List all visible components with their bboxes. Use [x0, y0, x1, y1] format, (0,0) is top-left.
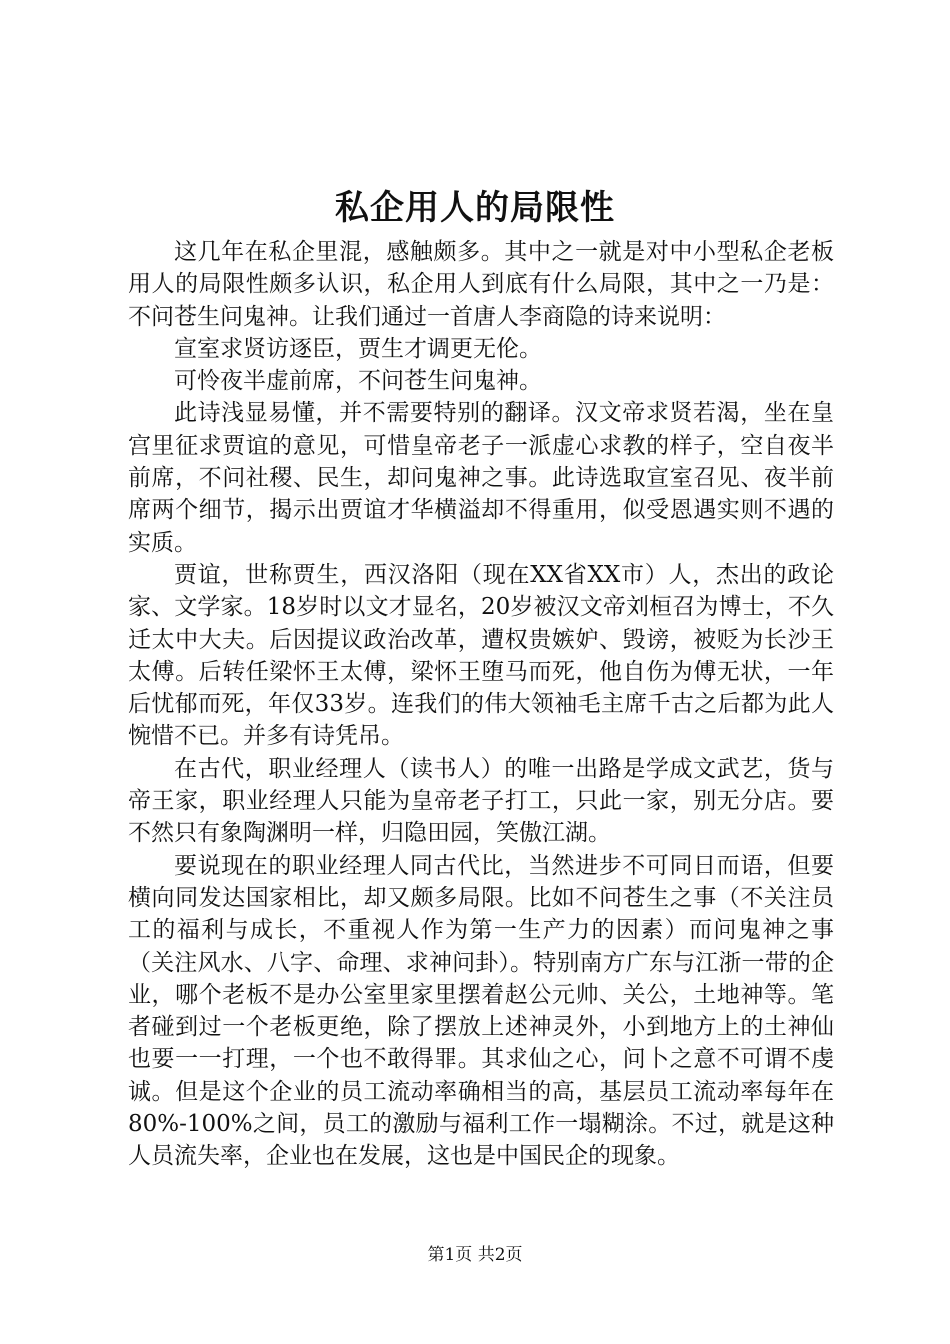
page-footer: 第1页 共2页 — [427, 1245, 523, 1265]
paragraph-poem-explanation: 此诗浅显易懂，并不需要特别的翻译。汉文帝求贤若渴，坐在皇宫里征求贾谊的意见，可惜皇帝老子一派虚心求教的样子，空自夜半前席，不问社稷、民生，却问鬼神之事。此诗选取宣室召见、夜半前席两个细节，揭示出贾谊才华横溢却不得重用，似受恩遇实则不遇的实质。 — [128, 400, 834, 556]
paragraph-ancient-managers: 在古代，职业经理人（读书人）的唯一出路是学成文武艺，货与帝王家，职业经理人只能为皇帝老子打工，只此一家，别无分店。要不然只有象陶渊明一样，归隐田园，笑傲江湖。 — [128, 755, 834, 847]
poem-line-1: 宣室求贤访逐臣，贾生才调更无伦。 — [174, 335, 542, 362]
paragraph-jia-yi: 贾谊，世称贾生，西汉洛阳（现在XX省XX市）人，杰出的政论家、文学家。18岁时以文才显名，20岁被汉文帝刘桓召为博士，不久迁太中大夫。后因提议政治改革，遭权贵嫉妒、毁谤，被贬为长沙王太傅。后转任梁怀王太傅，梁怀王堕马而死，他自伤为傅无状，一年后忧郁而死，年仅33岁。连我们的伟大领袖毛主席千古之后都为此人惋惜不已。并多有诗凭吊。 — [128, 561, 834, 750]
document-title: 私企用人的局限性 — [335, 188, 615, 228]
paragraph-intro: 这几年在私企里混，感触颇多。其中之一就是对中小型私企老板用人的局限性颇多认识，私企用人到底有什么局限，其中之一乃是：不问苍生问鬼神。让我们通过一首唐人李商隐的诗来说明： — [128, 239, 834, 330]
poem-line-2: 可怜夜半虚前席，不问苍生问鬼神。 — [174, 368, 542, 395]
paragraph-modern-managers: 要说现在的职业经理人同古代比，当然进步不可同日而语，但要横向同发达国家相比，却又颇多局限。比如不问苍生之事（不关注员工的福利与成长，不重视人作为第一生产力的因素）而问鬼神之事（关注风水、八字、命理、求神问卦）。特别南方广东与江浙一带的企业，哪个老板不是办公室里家里摆着赵公元帅、关公，土地神等。笔者碰到过一个老板更绝，除了摆放上述神灵外，小到地方上的土神仙也要一一打理，一个也不敢得罪。其求仙之心，问卜之意不可谓不虔诚。但是这个企业的员工流动率确相当的高，基层员工流动率每年在80%-100%之间，员工的激励与福利工作一塌糊涂。不过，就是这种人员流失率，企业也在发展，这也是中国民企的现象。 — [128, 852, 834, 1170]
document-body — [128, 236, 834, 1173]
